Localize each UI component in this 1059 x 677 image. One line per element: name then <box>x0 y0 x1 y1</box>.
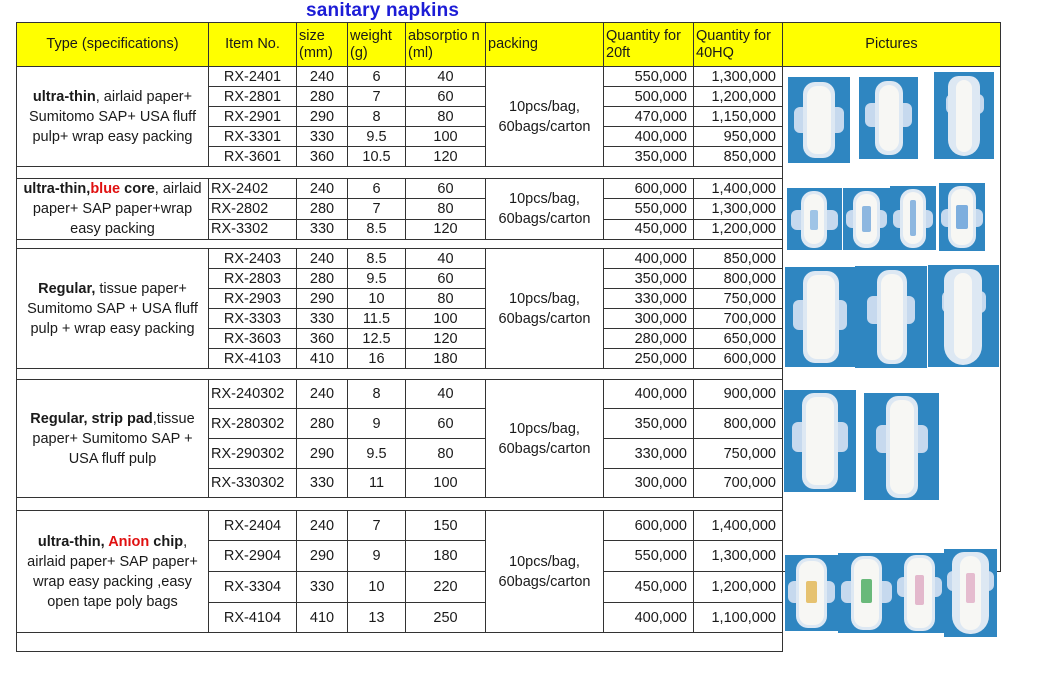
type-bold: Regular, <box>38 280 96 297</box>
pad-with-wings-photo <box>859 77 918 159</box>
qty-40hq: 1,200,000 <box>694 219 783 239</box>
pad-overnight-photo <box>928 265 999 367</box>
pad-overnight-photo <box>934 72 994 159</box>
packing: 10pcs/bag, 60bags/carton <box>486 67 604 167</box>
pad-anion-pink-photo <box>944 549 997 637</box>
item-no: RX-240302 <box>209 380 297 409</box>
absorption: 80 <box>406 199 486 219</box>
weight: 9.5 <box>348 439 406 469</box>
qty-20ft: 600,000 <box>604 511 694 541</box>
qty-40hq: 650,000 <box>694 329 783 349</box>
size: 280 <box>297 409 348 439</box>
size: 360 <box>297 329 348 349</box>
qty-40hq: 700,000 <box>694 309 783 329</box>
qty-40hq: 800,000 <box>694 409 783 439</box>
size: 330 <box>297 219 348 239</box>
header-packing: packing <box>486 23 604 67</box>
weight: 13 <box>348 603 406 633</box>
item-no: RX-4103 <box>209 349 297 369</box>
type-text: , airlaid paper+ Sumitomo SAP+ USA fluff pulp+ wrap easy packing <box>29 88 196 145</box>
qty-20ft: 400,000 <box>604 380 694 409</box>
size: 280 <box>297 87 348 107</box>
size: 240 <box>297 67 348 87</box>
spacer-cell <box>17 633 783 652</box>
size: 240 <box>297 249 348 269</box>
qty-40hq: 950,000 <box>694 127 783 147</box>
header-item-no: Item No. <box>209 23 297 67</box>
qty-20ft: 600,000 <box>604 179 694 199</box>
size: 280 <box>297 269 348 289</box>
type-bold: chip <box>149 533 184 550</box>
type-bold: Regular, strip pad <box>30 410 153 427</box>
qty-40hq: 1,100,000 <box>694 603 783 633</box>
type-cell <box>17 380 209 498</box>
size: 240 <box>297 179 348 199</box>
spacer-cell <box>17 240 783 249</box>
qty-40hq: 1,150,000 <box>694 107 783 127</box>
weight: 11.5 <box>348 309 406 329</box>
qty-20ft: 350,000 <box>604 269 694 289</box>
item-no: RX-3304 <box>209 572 297 603</box>
spacer-cell <box>17 498 783 511</box>
absorption: 80 <box>406 107 486 127</box>
item-no: RX-4104 <box>209 603 297 633</box>
item-no: RX-2802 <box>209 199 297 219</box>
size: 360 <box>297 147 348 167</box>
spacer-row <box>17 633 1001 652</box>
header-qty-20ft: Quantity for 20ft <box>604 23 694 67</box>
size: 240 <box>297 380 348 409</box>
qty-20ft: 400,000 <box>604 249 694 269</box>
absorption: 80 <box>406 289 486 309</box>
qty-40hq: 900,000 <box>694 380 783 409</box>
item-no: RX-3301 <box>209 127 297 147</box>
type-text: , airlaid paper+ SAP paper+wrap easy packing <box>32 181 202 237</box>
weight: 7 <box>348 87 406 107</box>
type-text: tissue paper+ Sumitomo SAP + USA fluff pulp + wrap easy packing <box>27 280 198 337</box>
header-size: size (mm) <box>297 23 348 67</box>
absorption: 150 <box>406 511 486 541</box>
weight: 9 <box>348 541 406 572</box>
qty-40hq: 1,200,000 <box>694 87 783 107</box>
size: 290 <box>297 107 348 127</box>
item-no: RX-2403 <box>209 249 297 269</box>
weight: 10 <box>348 289 406 309</box>
qty-40hq: 1,400,000 <box>694 179 783 199</box>
type-bold: ultra-thin <box>32 88 96 105</box>
qty-40hq: 800,000 <box>694 269 783 289</box>
qty-20ft: 500,000 <box>604 87 694 107</box>
header-weight: weight (g) <box>348 23 406 67</box>
spacer-cell <box>17 167 783 179</box>
table-row <box>17 67 1001 87</box>
absorption: 100 <box>406 469 486 498</box>
pad-anion-yellow-photo <box>785 555 838 631</box>
qty-20ft: 330,000 <box>604 439 694 469</box>
size: 290 <box>297 541 348 572</box>
weight: 11 <box>348 469 406 498</box>
item-no: RX-2401 <box>209 67 297 87</box>
packing: 10pcs/bag, 60bags/carton <box>486 380 604 498</box>
qty-20ft: 550,000 <box>604 541 694 572</box>
item-no: RX-280302 <box>209 409 297 439</box>
size: 330 <box>297 309 348 329</box>
pad-blue-core-photo <box>787 188 842 250</box>
qty-20ft: 550,000 <box>604 199 694 219</box>
qty-20ft: 550,000 <box>604 67 694 87</box>
qty-20ft: 300,000 <box>604 469 694 498</box>
pad-with-wings-photo <box>864 393 939 500</box>
pad-blue-core-photo <box>890 186 936 250</box>
weight: 12.5 <box>348 329 406 349</box>
weight: 8.5 <box>348 249 406 269</box>
item-no: RX-3603 <box>209 329 297 349</box>
absorption: 40 <box>406 380 486 409</box>
type-bold: ultra-thin, <box>37 533 109 550</box>
absorption: 80 <box>406 439 486 469</box>
item-no: RX-2803 <box>209 269 297 289</box>
item-no: RX-330302 <box>209 469 297 498</box>
qty-40hq: 1,200,000 <box>694 572 783 603</box>
qty-20ft: 300,000 <box>604 309 694 329</box>
absorption: 100 <box>406 127 486 147</box>
item-no: RX-3302 <box>209 219 297 239</box>
pad-blue-core-photo <box>939 183 985 251</box>
weight: 8.5 <box>348 219 406 239</box>
qty-20ft: 400,000 <box>604 603 694 633</box>
packing: 10pcs/bag, 60bags/carton <box>486 511 604 633</box>
qty-40hq: 1,300,000 <box>694 199 783 219</box>
pad-blue-core-photo <box>843 188 890 250</box>
weight: 8 <box>348 380 406 409</box>
absorption: 120 <box>406 329 486 349</box>
weight: 8 <box>348 107 406 127</box>
qty-40hq: 600,000 <box>694 349 783 369</box>
spacer-cell <box>17 369 783 380</box>
absorption: 60 <box>406 87 486 107</box>
weight: 16 <box>348 349 406 369</box>
absorption: 40 <box>406 67 486 87</box>
item-no: RX-3303 <box>209 309 297 329</box>
pad-with-wings-photo <box>788 77 850 163</box>
absorption: 120 <box>406 219 486 239</box>
absorption: 60 <box>406 409 486 439</box>
packing: 10pcs/bag, 60bags/carton <box>486 249 604 369</box>
item-no: RX-2901 <box>209 107 297 127</box>
size: 290 <box>297 289 348 309</box>
absorption: 120 <box>406 147 486 167</box>
qty-20ft: 330,000 <box>604 289 694 309</box>
qty-20ft: 280,000 <box>604 329 694 349</box>
weight: 9.5 <box>348 127 406 147</box>
qty-40hq: 1,300,000 <box>694 67 783 87</box>
absorption: 100 <box>406 309 486 329</box>
qty-20ft: 450,000 <box>604 572 694 603</box>
weight: 7 <box>348 199 406 219</box>
weight: 10.5 <box>348 147 406 167</box>
size: 410 <box>297 603 348 633</box>
qty-40hq: 750,000 <box>694 439 783 469</box>
type-highlight: blue <box>90 181 121 197</box>
size: 330 <box>297 127 348 147</box>
type-cell <box>17 249 209 369</box>
type-cell <box>17 67 209 167</box>
size: 330 <box>297 469 348 498</box>
size: 240 <box>297 511 348 541</box>
page-title: sanitary napkins <box>306 0 460 21</box>
qty-40hq: 1,400,000 <box>694 511 783 541</box>
type-bold: core <box>120 181 155 197</box>
absorption: 180 <box>406 541 486 572</box>
qty-40hq: 850,000 <box>694 147 783 167</box>
type-cell <box>17 179 209 240</box>
qty-20ft: 450,000 <box>604 219 694 239</box>
absorption: 40 <box>406 249 486 269</box>
qty-20ft: 350,000 <box>604 409 694 439</box>
weight: 7 <box>348 511 406 541</box>
weight: 6 <box>348 179 406 199</box>
item-no: RX-2904 <box>209 541 297 572</box>
absorption: 180 <box>406 349 486 369</box>
qty-20ft: 470,000 <box>604 107 694 127</box>
qty-20ft: 250,000 <box>604 349 694 369</box>
absorption: 60 <box>406 269 486 289</box>
packing: 10pcs/bag, 60bags/carton <box>486 179 604 240</box>
size: 290 <box>297 439 348 469</box>
qty-40hq: 700,000 <box>694 469 783 498</box>
weight: 10 <box>348 572 406 603</box>
type-highlight: Anion <box>108 533 150 550</box>
pad-with-wings-photo <box>855 266 927 368</box>
header-qty-40hq: Quantity for 40HQ <box>694 23 783 67</box>
header-pictures: Pictures <box>783 23 1001 67</box>
item-no: RX-3601 <box>209 147 297 167</box>
size: 280 <box>297 199 348 219</box>
qty-20ft: 350,000 <box>604 147 694 167</box>
qty-40hq: 750,000 <box>694 289 783 309</box>
header-row <box>17 23 1001 67</box>
item-no: RX-2402 <box>209 179 297 199</box>
absorption: 220 <box>406 572 486 603</box>
qty-40hq: 850,000 <box>694 249 783 269</box>
absorption: 60 <box>406 179 486 199</box>
type-text: , airlaid paper+ SAP paper+ wrap easy packing ,easy open tape poly bags <box>27 533 198 610</box>
item-no: RX-2404 <box>209 511 297 541</box>
qty-40hq: 1,300,000 <box>694 541 783 572</box>
type-cell <box>17 511 209 633</box>
pad-anion-green-photo <box>838 553 895 633</box>
pad-with-wings-photo <box>785 267 855 367</box>
qty-20ft: 400,000 <box>604 127 694 147</box>
size: 330 <box>297 572 348 603</box>
item-no: RX-290302 <box>209 439 297 469</box>
item-no: RX-2903 <box>209 289 297 309</box>
type-bold: ultra-thin, <box>23 181 91 197</box>
pad-anion-pink-photo <box>895 553 944 633</box>
size: 410 <box>297 349 348 369</box>
weight: 6 <box>348 67 406 87</box>
type-text: ,tissue paper+ Sumitomo SAP + USA fluff pulp <box>32 410 195 467</box>
weight: 9 <box>348 409 406 439</box>
header-absorption: absorptio n (ml) <box>406 23 486 67</box>
item-no: RX-2801 <box>209 87 297 107</box>
header-type: Type (specifications) <box>17 23 209 67</box>
pad-with-wings-photo <box>784 390 856 492</box>
weight: 9.5 <box>348 269 406 289</box>
absorption: 250 <box>406 603 486 633</box>
